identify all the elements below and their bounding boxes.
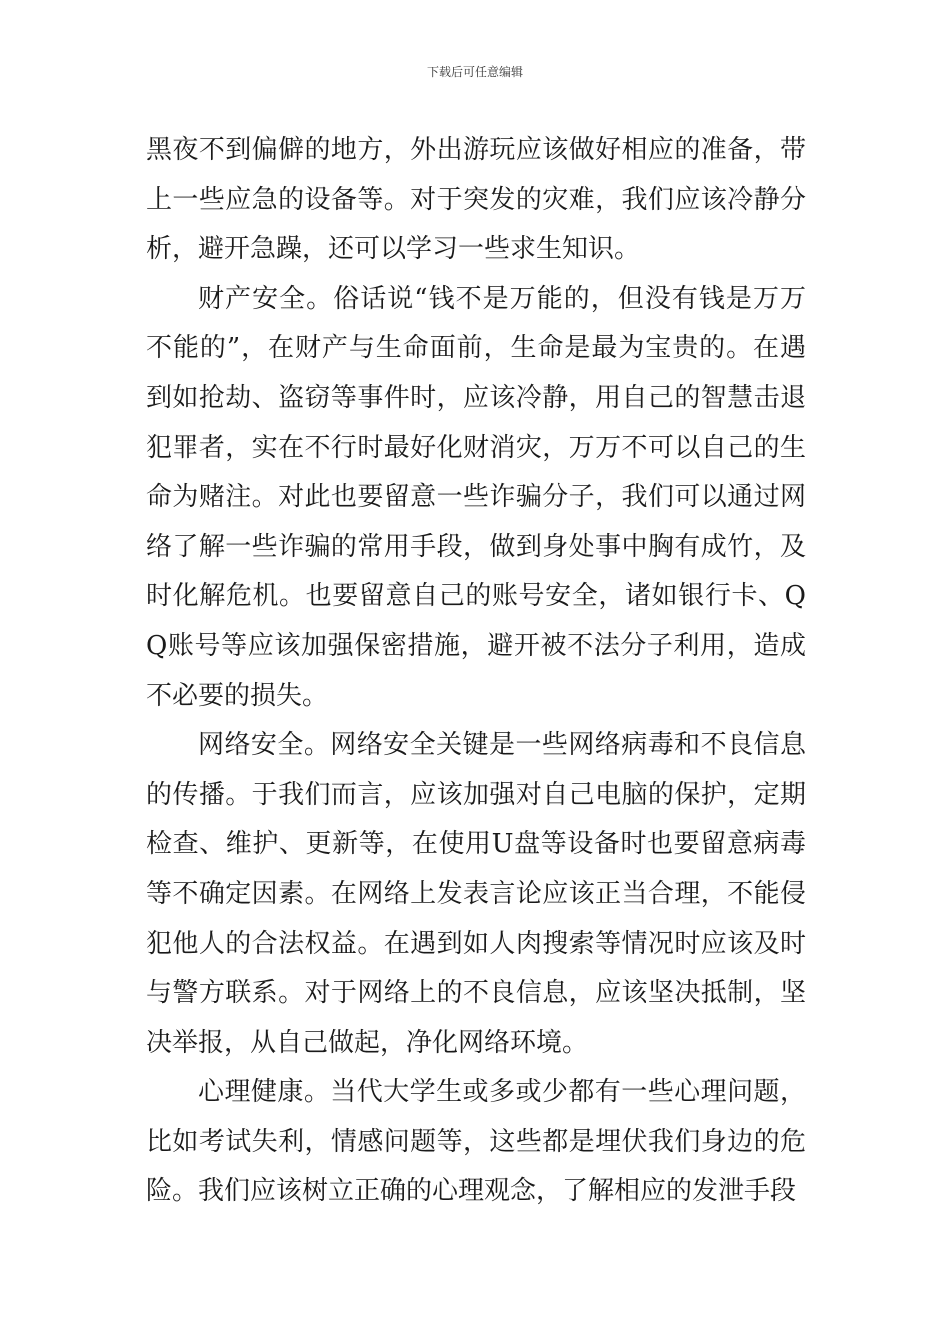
paragraph-network-safety: 网络安全。网络安全关键是一些网络病毒和不良信息的传播。于我们而言，应该加强对自己电脑的保护，定期检查、维护、更新等，在使用U盘等设备时也要留意病毒等不确定因素。在网络上发表言论应该正当合理，不能侵犯他人的合法权益。在遇到如人肉搜索等情况时应该及时与警方联系。对于网络上的不良信息，应该坚决抵制，坚决举报，从自己做起，净化网络环境。 [146,730,806,1058]
paragraph-mental-health: 心理健康。当代大学生或多或少都有一些心理问题，比如考试失利，情感问题等，这些都是埋伏我们身边的危险。我们应该树立正确的心理观念，了解相应的发泄手段 [146,1077,806,1207]
document-body [146,126,806,1217]
page-header-note: 下载后可任意编辑 [426,65,523,79]
paragraph-property-safety: 财产安全。俗话说“钱不是万能的，但没有钱是万万不能的”，在财产与生命面前，生命是最为宝贵的。在遇到如抢劫、盗窃等事件时，应该冷静，用自己的智慧击退犯罪者，实在不行时最好化财消灾，万万不可以自己的生命为赌注。对此也要留意一些诈骗分子，我们可以通过网络了解一些诈骗的常用手段，做到身处事中胸有成竹，及时化解危机。也要留意自己的账号安全，诸如银行卡、QQ账号等应该加强保密措施，避开被不法分子利用，造成不必要的损失。 [146,283,806,711]
paragraph-continuation: 黑夜不到偏僻的地方，外出游玩应该做好相应的准备，带上一些应急的设备等。对于突发的灾难，我们应该冷静分析，避开急躁，还可以学习一些求生知识。 [146,135,806,265]
